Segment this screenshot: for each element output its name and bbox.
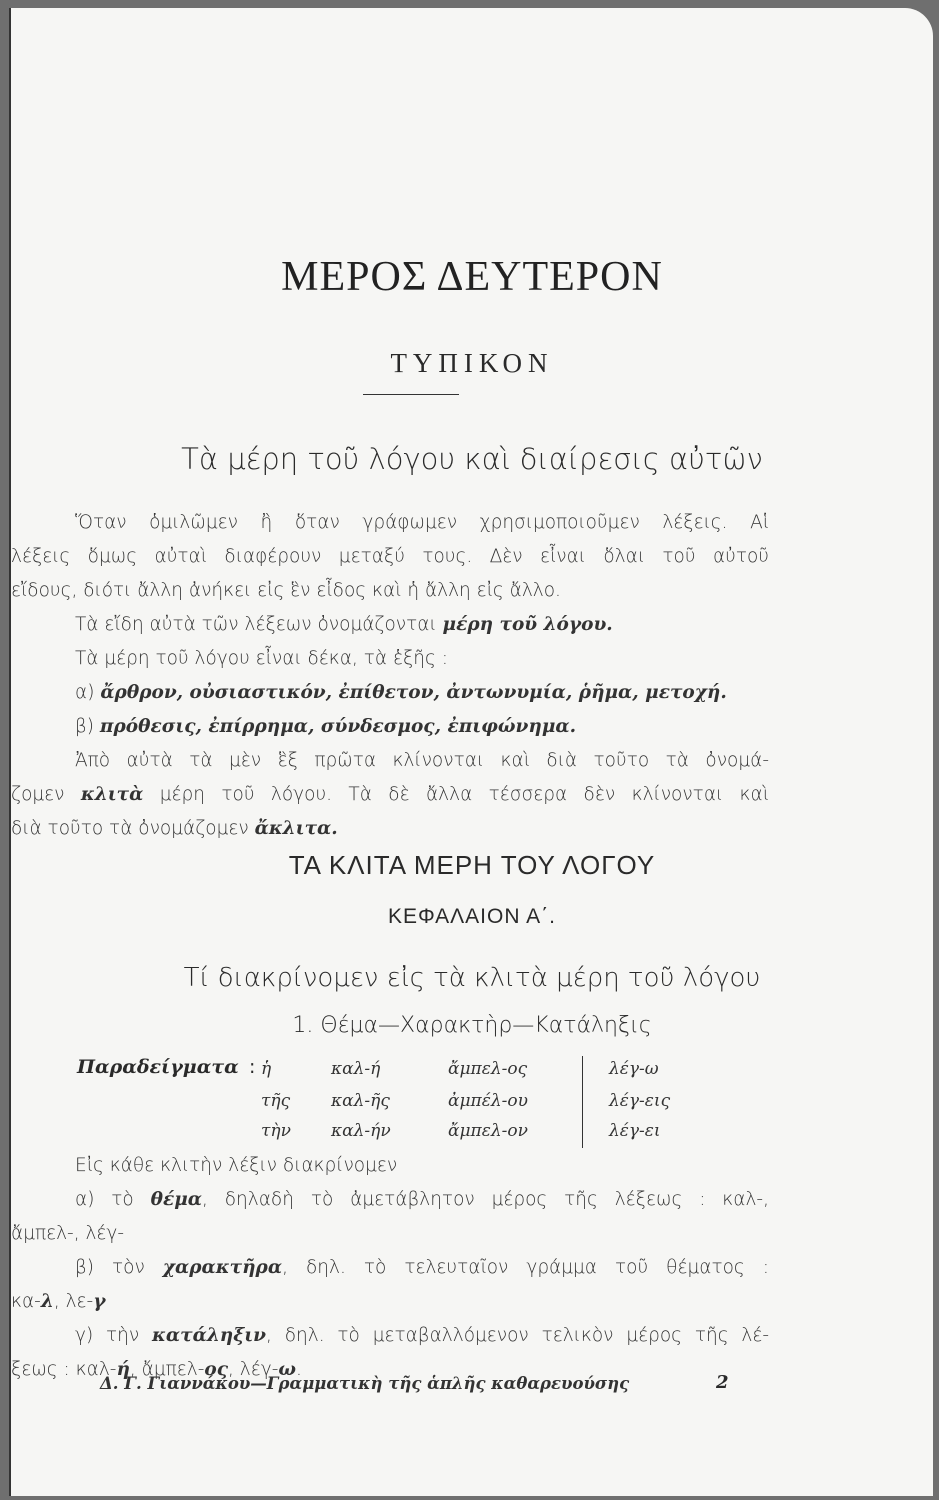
list-item-b: [11, 710, 769, 744]
text-line: λέξεις ὅμως αὐταὶ διαφέρουν μεταξύ τους. Δὲν εἶναι ὅλαι τοῦ αὐτοῦ: [11, 546, 769, 567]
example-cell: λέγ-ω: [609, 1059, 659, 1079]
intro-paragraph: [11, 506, 769, 846]
examples-colon: :: [249, 1056, 256, 1078]
text-run: , δηλ. τὸ μεταβαλλόμενον τελικὸν μέρος τῆς λέ-: [266, 1325, 770, 1346]
bold-term: λ: [40, 1291, 54, 1312]
explanation-paragraph: [11, 1149, 769, 1387]
bold-term: κατάληξιν: [152, 1325, 266, 1346]
list-label: β): [75, 716, 95, 737]
bold-term: ἄκλιτα.: [254, 818, 338, 839]
list-label: α): [75, 682, 95, 703]
book-page: [9, 8, 933, 1496]
bold-term: ω: [278, 1359, 296, 1380]
text-line: [11, 812, 769, 846]
part-subject: ΤΥΠΙΚΟΝ: [390, 348, 554, 378]
bold-term: θέμα: [150, 1189, 202, 1210]
chapter-title: ΤΑ ΚΛΙΤΑ ΜΕΡΗ ΤΟΥ ΛΟΓΟΥ: [288, 850, 656, 880]
part-title: ΜΕΡΟΣ ΔΕΥΤΕΡΟΝ: [281, 254, 663, 300]
footer-citation: Δ. Γ. Γιαννάκου—Γραμματικὴ τῆς ἁπλῆς καθαρευούσης: [100, 1374, 630, 1393]
text-line: [11, 1285, 769, 1319]
page-number: 2: [716, 1372, 729, 1393]
examples-label: Παραδείγματα: [77, 1056, 239, 1078]
example-cell: καλ-ῆς: [331, 1091, 390, 1111]
text-run: ζομεν: [11, 784, 81, 805]
text-run: α) τὸ: [75, 1189, 151, 1210]
text-line: [11, 778, 769, 812]
text-run: , ἄμπελ-: [129, 1359, 205, 1380]
text-run: , δηλαδὴ τὸ ἀμετάβλητον μέρος τῆς λέξεως : καλ-,: [201, 1189, 769, 1210]
bold-term: μέρη τοῦ λόγου.: [442, 614, 613, 635]
topic-heading: 1. Θέμα—Χαρακτὴρ—Κατάληξις: [292, 1013, 652, 1038]
text-line: [11, 1251, 769, 1285]
example-cell: τῆς: [261, 1091, 291, 1111]
text-run: μέρη τοῦ λόγου. Τὰ δὲ ἄλλα τέσσερα δὲν κλίνονται καὶ: [143, 784, 769, 805]
bold-term: ή: [116, 1359, 130, 1380]
chapter-heading: Τί διακρίνομεν εἰς τὰ κλιτὰ μέρη τοῦ λόγου: [183, 963, 761, 993]
text-line: Ὅταν ὁμιλῶμεν ἢ ὅταν γράφωμεν χρησιμοποιοῦμεν λέξεις. Αἱ: [75, 512, 769, 533]
example-cell: τὴν: [261, 1121, 291, 1141]
text-run: Τὰ εἴδη αὐτὰ τῶν λέξεων ὀνομάζονται: [75, 614, 443, 635]
example-cell: ἡ: [261, 1059, 272, 1079]
section-heading: Τὰ μέρη τοῦ λόγου καὶ διαίρεσις αὐτῶν: [181, 442, 763, 476]
text-line: εἴδους, διότι ἄλλη ἀνήκει εἰς ἓν εἶδος καὶ ἡ ἄλλη εἰς ἄλλο.: [11, 580, 561, 601]
text-line: ἄμπελ-, λέγ-: [11, 1223, 125, 1244]
example-cell: ἄμπελ-ον: [448, 1121, 528, 1141]
bold-term: γ: [93, 1291, 106, 1312]
column-divider: [582, 1056, 583, 1148]
example-cell: ἄμπελ-ος: [448, 1059, 528, 1079]
text-run: , λε-: [53, 1291, 94, 1312]
text-run: κα-: [11, 1291, 41, 1312]
chapter-number: ΚΕΦΑΛΑΙΟΝ Α΄.: [387, 905, 557, 928]
bold-term: ἄρθρον, οὐσιαστικόν, ἐπίθετον, ἀντωνυμία, ῥῆμα, μετοχή.: [100, 682, 727, 703]
example-cell: λέγ-εις: [609, 1091, 671, 1111]
text-run: , λέγ-: [228, 1359, 279, 1380]
example-cell: καλ-ή: [331, 1059, 381, 1079]
bold-term: κλιτὰ: [80, 784, 144, 805]
bold-term: ος: [204, 1359, 229, 1380]
text-run: .: [296, 1359, 302, 1380]
text-run: ξεως : καλ-: [11, 1359, 117, 1380]
example-cell: ἀμπέλ-ου: [448, 1091, 528, 1111]
text-run: , δηλ. τὸ τελευταῖον γράμμα τοῦ θέματος :: [282, 1257, 770, 1278]
text-line: [11, 1183, 769, 1217]
text-run: διὰ τοῦτο τὰ ὀνομάζομεν: [11, 818, 255, 839]
example-cell: καλ-ήν: [331, 1121, 391, 1141]
bold-term: πρόθεσις, ἐπίρρημα, σύνδεσμος, ἐπιφώνημα.: [99, 716, 577, 737]
text-line: [11, 608, 769, 642]
text-line: [11, 1319, 769, 1353]
text-line: Εἰς κάθε κλιτὴν λέξιν διακρίνομεν: [75, 1155, 398, 1176]
list-item-a: [11, 676, 769, 710]
example-cell: λέγ-ει: [609, 1121, 661, 1141]
text-run: β) τὸν: [75, 1257, 163, 1278]
divider-rule: [363, 394, 459, 395]
text-line: Τὰ μέρη τοῦ λόγου εἶναι δέκα, τὰ ἑξῆς :: [75, 648, 448, 669]
text-line: Ἀπὸ αὐτὰ τὰ μὲν ἓξ πρῶτα κλίνονται καὶ διὰ τοῦτο τὰ ὀνομά-: [75, 750, 769, 771]
bold-term: χαρακτῆρα: [162, 1257, 283, 1278]
text-run: γ) τὴν: [75, 1325, 153, 1346]
